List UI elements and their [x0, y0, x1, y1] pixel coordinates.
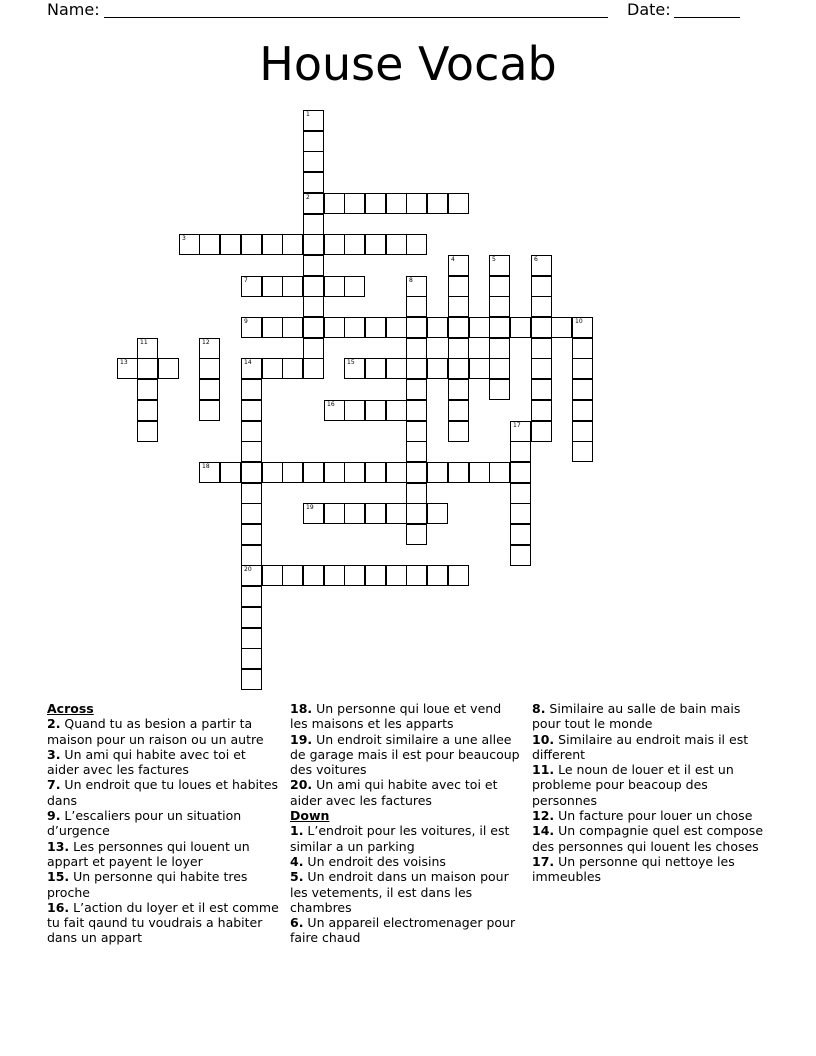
crossword-cell[interactable] [448, 193, 469, 214]
crossword-cell[interactable] [179, 234, 200, 255]
down-heading: Down [290, 808, 330, 824]
crossword-cell[interactable] [510, 524, 531, 545]
crossword-cell[interactable] [406, 317, 427, 338]
cell-number: 5 [492, 256, 496, 263]
clue-text: Un appareil electromenager pour faire chaud [290, 915, 516, 946]
crossword-cell[interactable] [489, 255, 510, 276]
clue-item [290, 777, 522, 808]
cell-number: 12 [202, 339, 210, 346]
clue-item [290, 732, 522, 778]
crossword-cell[interactable] [448, 379, 469, 400]
cell-number: 20 [244, 566, 252, 573]
clue-item [532, 823, 764, 854]
crossword-cell[interactable] [344, 276, 365, 297]
crossword-cell[interactable] [406, 421, 427, 442]
crossword-cell[interactable] [448, 400, 469, 421]
crossword-cell[interactable] [324, 193, 345, 214]
crossword-cell[interactable] [386, 234, 407, 255]
crossword-cell[interactable] [448, 358, 469, 379]
clue-text: L’action du loyer et il est comme tu fait qaund tu voudrais a habiter dans un appart [47, 899, 279, 946]
crossword-cell[interactable] [510, 441, 531, 462]
cell-number: 17 [513, 422, 521, 429]
crossword-cell[interactable] [531, 421, 552, 442]
crossword-cell[interactable] [448, 296, 469, 317]
crossword-cell[interactable] [365, 193, 386, 214]
name-label: Name: [47, 0, 100, 19]
crossword-cell[interactable] [241, 524, 262, 545]
crossword-cell[interactable] [448, 565, 469, 586]
crossword-cell[interactable] [469, 462, 490, 483]
crossword-cell[interactable] [510, 545, 531, 566]
crossword-cell[interactable] [241, 441, 262, 462]
crossword-cell[interactable] [386, 317, 407, 338]
clue-number: 12. [532, 808, 555, 824]
clue-text: Un endroit similaire a une allee de garage mais il est pour beaucoup des voitures [290, 731, 520, 778]
cell-number: 2 [306, 194, 310, 201]
crossword-cell[interactable] [489, 276, 510, 297]
crossword-cell[interactable] [406, 503, 427, 524]
clue-column-1 [47, 701, 279, 946]
cell-number: 3 [182, 235, 186, 242]
clue-text: Un facture pour louer un chose [554, 808, 753, 824]
crossword-cell[interactable] [489, 317, 510, 338]
crossword-cell[interactable] [572, 379, 593, 400]
clue-text: L’endroit pour les voitures, il est similar a un parking [290, 823, 510, 854]
crossword-cell[interactable] [531, 276, 552, 297]
crossword-cell[interactable] [510, 462, 531, 483]
crossword-cell[interactable] [510, 421, 531, 442]
clue-text: Un endroit que tu loues et habites dans [47, 777, 279, 808]
clue-column-2 [290, 701, 522, 946]
cell-number: 1 [306, 111, 310, 118]
clue-number: 14. [532, 823, 555, 839]
crossword-cell[interactable] [448, 255, 469, 276]
crossword-cell[interactable] [241, 628, 262, 649]
clue-text: Un endroit des voisins [303, 853, 446, 869]
crossword-cell[interactable] [406, 441, 427, 462]
crossword-cell[interactable] [489, 296, 510, 317]
clue-item [532, 854, 764, 885]
crossword-cell[interactable] [199, 400, 220, 421]
crossword-cell[interactable] [531, 255, 552, 276]
page-title: House Vocab [259, 37, 557, 91]
clue-item [532, 732, 764, 763]
clue-number: 19. [290, 731, 313, 747]
crossword-cell[interactable] [406, 276, 427, 297]
crossword-cell[interactable] [262, 317, 283, 338]
crossword-cell[interactable] [572, 421, 593, 442]
clue-item [290, 823, 522, 854]
clue-text: L’escaliers pour un situation d’urgence [47, 808, 242, 839]
crossword-cell[interactable] [282, 234, 303, 255]
crossword-cell[interactable] [365, 358, 386, 379]
crossword-cell[interactable] [303, 358, 324, 379]
crossword-cell[interactable] [303, 296, 324, 317]
crossword-cell[interactable] [469, 358, 490, 379]
crossword-cell[interactable] [303, 338, 324, 359]
crossword-cell[interactable] [262, 276, 283, 297]
crossword-cell[interactable] [241, 276, 262, 297]
crossword-cell[interactable] [406, 462, 427, 483]
clue-number: 11. [532, 762, 555, 778]
crossword-cell[interactable] [448, 462, 469, 483]
crossword-cell[interactable] [406, 379, 427, 400]
clue-item [47, 747, 279, 778]
crossword-cell[interactable] [241, 669, 262, 690]
clue-text: Un personne qui loue et vend les maisons et les apparts [290, 701, 502, 732]
crossword-cell[interactable] [427, 462, 448, 483]
clue-text: Un endroit dans un maison pour les vetements, il est dans les chambres [290, 869, 509, 915]
crossword-cell[interactable] [199, 234, 220, 255]
crossword-cell[interactable] [427, 193, 448, 214]
crossword-cell[interactable] [531, 338, 552, 359]
crossword-cell[interactable] [469, 317, 490, 338]
crossword-cell[interactable] [448, 276, 469, 297]
cell-number: 18 [202, 463, 210, 470]
crossword-cell[interactable] [324, 400, 345, 421]
crossword-cell[interactable] [220, 234, 241, 255]
clue-number: 3. [47, 746, 61, 762]
crossword-cell[interactable] [241, 400, 262, 421]
clue-text: Quand tu as besion a partir ta maison pour un raison ou un autre [47, 716, 264, 747]
clue-number: 8. [532, 701, 546, 716]
crossword-cell[interactable] [572, 317, 593, 338]
crossword-cell[interactable] [406, 234, 427, 255]
crossword-cell[interactable] [406, 296, 427, 317]
crossword-cell[interactable] [282, 317, 303, 338]
clue-item [290, 854, 522, 869]
crossword-cell[interactable] [344, 462, 365, 483]
clue-item [47, 869, 279, 900]
clue-item [290, 869, 522, 915]
cell-number: 13 [120, 359, 128, 366]
crossword-cell[interactable] [303, 565, 324, 586]
crossword-cell[interactable] [510, 317, 531, 338]
crossword-cell[interactable] [572, 400, 593, 421]
crossword-cell[interactable] [406, 483, 427, 504]
clue-item [47, 900, 279, 946]
clue-item [47, 839, 279, 870]
crossword-cell[interactable] [344, 565, 365, 586]
crossword-cell[interactable] [241, 607, 262, 628]
cell-number: 10 [575, 318, 583, 325]
crossword-cell[interactable] [158, 358, 179, 379]
crossword-cell[interactable] [220, 462, 241, 483]
crossword-cell[interactable] [324, 276, 345, 297]
cell-number: 16 [327, 401, 335, 408]
crossword-cell[interactable] [344, 400, 365, 421]
crossword-cell[interactable] [531, 317, 552, 338]
clue-text: Les personnes qui louent un appart et payent le loyer [47, 838, 250, 869]
clue-number: 1. [290, 823, 304, 839]
clue-text: Similaire au salle de bain mais pour tout le monde [532, 701, 741, 732]
crossword-cell[interactable] [448, 421, 469, 442]
crossword-cell[interactable] [241, 648, 262, 669]
clue-item [47, 808, 279, 839]
crossword-cell[interactable] [303, 255, 324, 276]
crossword-cell[interactable] [406, 524, 427, 545]
crossword-cell[interactable] [303, 276, 324, 297]
cell-number: 4 [451, 256, 455, 263]
clue-item [47, 777, 279, 808]
clue-item [47, 716, 279, 747]
crossword-cell[interactable] [324, 565, 345, 586]
crossword-cell[interactable] [386, 503, 407, 524]
clue-column-3 [532, 701, 764, 885]
crossword-cell[interactable] [427, 358, 448, 379]
crossword-cell[interactable] [303, 317, 324, 338]
across-heading: Across [47, 701, 94, 716]
crossword-cell[interactable] [241, 586, 262, 607]
crossword-cell[interactable] [365, 565, 386, 586]
clue-item [290, 701, 522, 732]
crossword-cell[interactable] [303, 110, 324, 131]
crossword-cell[interactable] [365, 400, 386, 421]
crossword-cell[interactable] [489, 462, 510, 483]
crossword-cell[interactable] [241, 545, 262, 566]
clue-text: Un ami qui habite avec toi et aider avec les factures [47, 746, 246, 778]
clue-item [532, 808, 764, 823]
crossword-cell[interactable] [489, 379, 510, 400]
crossword-cell[interactable] [344, 193, 365, 214]
crossword-cell[interactable] [199, 379, 220, 400]
crossword-cell[interactable] [262, 234, 283, 255]
crossword-cell[interactable] [551, 317, 572, 338]
clue-number: 18. [290, 701, 313, 716]
clue-number: 17. [532, 853, 555, 869]
crossword-cell[interactable] [510, 483, 531, 504]
crossword-cell[interactable] [137, 379, 158, 400]
crossword-cell[interactable] [303, 503, 324, 524]
crossword-cell[interactable] [386, 400, 407, 421]
crossword-cell[interactable] [262, 462, 283, 483]
cell-number: 11 [140, 339, 148, 346]
crossword-cell[interactable] [365, 462, 386, 483]
crossword-cell[interactable] [241, 503, 262, 524]
crossword-cell[interactable] [386, 462, 407, 483]
cell-number: 15 [347, 359, 355, 366]
crossword-cell[interactable] [241, 317, 262, 338]
crossword-cell[interactable] [365, 234, 386, 255]
crossword-cell[interactable] [241, 421, 262, 442]
cell-number: 14 [244, 359, 252, 366]
crossword-cell[interactable] [365, 317, 386, 338]
crossword-cell[interactable] [510, 503, 531, 524]
cell-number: 9 [244, 318, 248, 325]
crossword-cell[interactable] [572, 338, 593, 359]
crossword-cell[interactable] [262, 565, 283, 586]
crossword-cell[interactable] [324, 503, 345, 524]
crossword-cell[interactable] [531, 379, 552, 400]
cell-number: 7 [244, 277, 248, 284]
crossword-cell[interactable] [344, 358, 365, 379]
cell-number: 19 [306, 504, 314, 511]
crossword-cell[interactable] [489, 338, 510, 359]
crossword-cell[interactable] [303, 214, 324, 235]
clue-item [532, 762, 764, 808]
crossword-cell[interactable] [386, 193, 407, 214]
crossword-cell[interactable] [282, 276, 303, 297]
clue-item [290, 915, 522, 946]
clue-text: Similaire au endroit mais il est different [532, 731, 749, 762]
crossword-cell[interactable] [531, 400, 552, 421]
clue-text: Un compagnie quel est compose des personnes qui louent les choses [532, 823, 764, 854]
crossword-cell[interactable] [262, 358, 283, 379]
clue-number: 15. [47, 869, 70, 885]
crossword-cell[interactable] [427, 565, 448, 586]
clue-text: Le noun de louer et il est un probleme pour beacoup des personnes [532, 762, 734, 808]
crossword-cell[interactable] [303, 151, 324, 172]
crossword-cell[interactable] [489, 358, 510, 379]
crossword-cell[interactable] [406, 400, 427, 421]
clue-number: 13. [47, 838, 70, 854]
clue-item [532, 701, 764, 732]
crossword-cell[interactable] [386, 565, 407, 586]
cell-number: 8 [409, 277, 413, 284]
date-label: Date: [627, 0, 671, 19]
crossword-cell[interactable] [344, 317, 365, 338]
crossword-cell[interactable] [137, 338, 158, 359]
crossword-cell[interactable] [406, 193, 427, 214]
crossword-cell[interactable] [572, 441, 593, 462]
crossword-cell[interactable] [199, 338, 220, 359]
clue-number: 5. [290, 869, 304, 885]
crossword-cell[interactable] [137, 421, 158, 442]
crossword-cell[interactable] [282, 565, 303, 586]
crossword-cell[interactable] [303, 193, 324, 214]
clue-number: 4. [290, 853, 304, 869]
crossword-cell[interactable] [324, 234, 345, 255]
clue-number: 16. [47, 899, 70, 915]
crossword-cell[interactable] [344, 234, 365, 255]
crossword-cell[interactable] [303, 172, 324, 193]
crossword-cell[interactable] [324, 317, 345, 338]
clue-number: 7. [47, 777, 61, 793]
crossword-cell[interactable] [303, 234, 324, 255]
crossword-cell[interactable] [572, 358, 593, 379]
crossword-cell[interactable] [199, 462, 220, 483]
crossword-cell[interactable] [117, 358, 138, 379]
crossword-cell[interactable] [137, 400, 158, 421]
crossword-cell[interactable] [531, 296, 552, 317]
clue-text: Un personne qui nettoye les immeubles [532, 853, 735, 885]
crossword-cell[interactable] [531, 358, 552, 379]
clue-number: 20. [290, 777, 313, 793]
clue-text: Un personne qui habite tres proche [47, 869, 248, 900]
crossword-cell[interactable] [406, 338, 427, 359]
crossword-cell[interactable] [406, 565, 427, 586]
cell-number: 6 [534, 256, 538, 263]
crossword-cell[interactable] [199, 358, 220, 379]
clue-number: 2. [47, 716, 61, 732]
clue-number: 10. [532, 731, 555, 747]
crossword-cell[interactable] [448, 338, 469, 359]
crossword-cell[interactable] [406, 358, 427, 379]
crossword-cell[interactable] [365, 503, 386, 524]
crossword-cell[interactable] [282, 358, 303, 379]
crossword-cell[interactable] [241, 234, 262, 255]
crossword-cell[interactable] [324, 462, 345, 483]
clue-number: 6. [290, 915, 304, 931]
crossword-cell[interactable] [137, 358, 158, 379]
crossword-cell[interactable] [386, 358, 407, 379]
clue-number: 9. [47, 808, 61, 824]
crossword-cell[interactable] [303, 462, 324, 483]
crossword-cell[interactable] [282, 462, 303, 483]
crossword-cell[interactable] [241, 483, 262, 504]
crossword-cell[interactable] [241, 462, 262, 483]
crossword-cell[interactable] [344, 503, 365, 524]
crossword-cell[interactable] [241, 379, 262, 400]
crossword-cell[interactable] [448, 317, 469, 338]
crossword-cell[interactable] [241, 358, 262, 379]
crossword-cell[interactable] [427, 503, 448, 524]
crossword-cell[interactable] [427, 317, 448, 338]
crossword-cell[interactable] [303, 131, 324, 152]
clue-text: Un ami qui habite avec toi et aider avec les factures [290, 777, 498, 808]
crossword-cell[interactable] [241, 565, 262, 586]
